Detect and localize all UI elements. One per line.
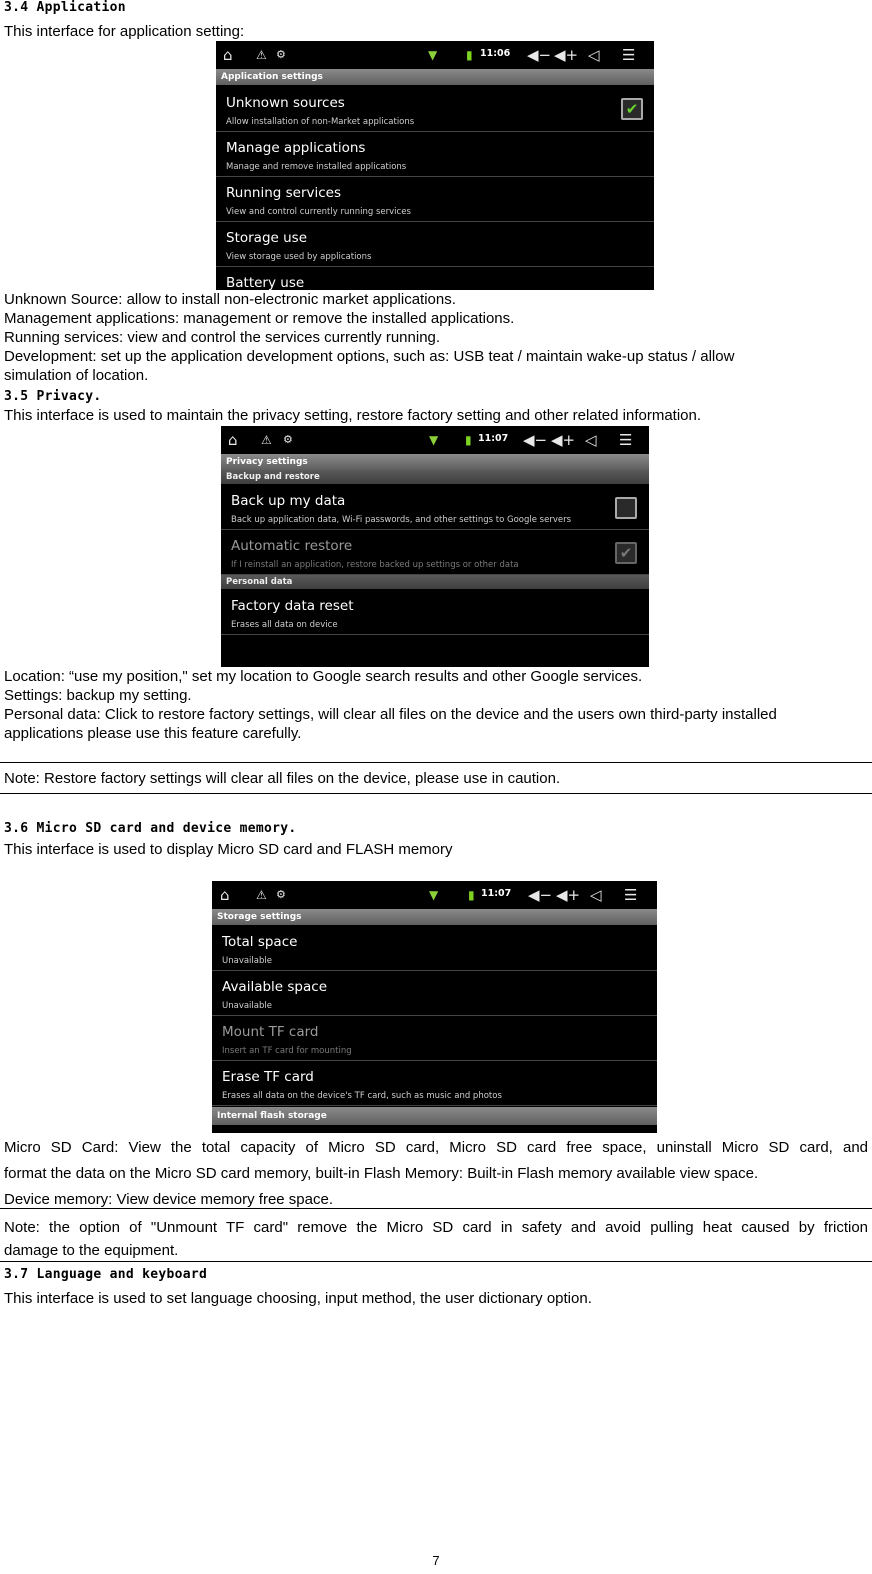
setting-row-manage-applications[interactable]: Manage applications Manage and remove installed applications [216,132,654,177]
status-bar [212,881,657,909]
home-icon: ⌂ [220,886,230,904]
status-time: 11:06 [480,48,511,59]
screen-title: Storage settings [212,909,657,925]
menu-icon: ☰ [622,46,636,64]
setting-row-running-services[interactable]: Running services View and control currently running services [216,177,654,222]
home-icon: ⌂ [223,46,233,64]
checkbox-checked-icon[interactable]: ✔ [621,98,643,120]
wifi-icon: ▼ [428,48,438,62]
android-debug-icon: ⚙ [276,48,286,61]
wifi-icon: ▼ [429,433,439,447]
storage-settings-screenshot [212,881,657,1133]
setting-row-automatic-restore[interactable]: Automatic restore If I reinstall an application, restore backed up settings or other data ✔ [221,530,649,575]
warning-icon: ⚠ [256,48,267,62]
section-heading-language: 3.7 Language and keyboard [4,1267,208,1282]
setting-row-erase-tf-card[interactable]: Erase TF card Erases all data on the device's TF card, such as music and photos [212,1061,657,1106]
note-unmount-tf-card: Note: the option of "Unmount TF card" remove the Micro SD card in safety and avoid pulling heat caused by friction damage to the equipment. [0,1208,872,1262]
setting-row-battery-use[interactable]: Battery use [226,275,305,290]
application-settings-screenshot [216,41,654,290]
battery-icon: ▮ [465,433,472,447]
volume-down-icon: ◀− [527,46,552,64]
setting-row-unknown-sources[interactable]: Unknown sources Allow installation of non-Market applications ✔ [216,87,654,132]
section-header-internal-flash: Internal flash storage [212,1107,657,1125]
setting-row-factory-data-reset[interactable]: Factory data reset Erases all data on device [221,590,649,635]
volume-down-icon: ◀− [528,886,553,904]
home-icon: ⌂ [228,431,238,449]
intro-sd-card: This interface is used to display Micro SD card and FLASH memory [4,841,453,858]
menu-icon: ☰ [624,886,638,904]
setting-row-back-up-my-data[interactable]: Back up my data Back up application data, Wi-Fi passwords, and other settings to Google servers [221,485,649,530]
page-number: 7 [432,1553,440,1568]
checkbox-empty-icon[interactable] [615,497,637,519]
setting-row-total-space[interactable]: Total space Unavailable [212,926,657,971]
intro-language: This interface is used to set language choosing, input method, the user dictionary option. [4,1290,592,1307]
privacy-description: Location: “use my position," set my location to Google search results and other Google services. Settings: backup my setting. Personal data: Click to restore factory settings, will clear all files on the device and the users own third-party installed applications please use this feature carefully. [4,668,777,742]
screen-title: Application settings [216,69,654,85]
status-time: 11:07 [481,888,512,899]
setting-row-storage-use[interactable]: Storage use View storage used by applications [216,222,654,267]
volume-up-icon: ◀+ [554,46,579,64]
volume-up-icon: ◀+ [551,431,576,449]
privacy-settings-screenshot [221,426,649,667]
section-heading-sd-card: 3.6 Micro SD card and device memory. [4,821,297,836]
note-factory-reset: Note: Restore factory settings will clear all files on the device, please use in caution. [0,762,872,794]
section-heading-privacy: 3.5 Privacy. [4,389,102,404]
application-description: Unknown Source: allow to install non-electronic market applications. Management applications: management or remove the installed applications. Running services: view and control the services currently running. Development: set up the application development options, such as: USB teat / maintain wake-up status / allow simulation of location. [4,291,735,384]
checkbox-checked-icon[interactable]: ✔ [615,542,637,564]
warning-icon: ⚠ [256,888,267,902]
volume-up-icon: ◀+ [556,886,581,904]
battery-icon: ▮ [468,888,475,902]
android-debug-icon: ⚙ [283,433,293,446]
status-bar [221,426,649,454]
section-header-personal: Personal data [221,575,649,589]
volume-down-icon: ◀− [523,431,548,449]
intro-privacy: This interface is used to maintain the privacy setting, restore factory setting and other related information. [4,407,702,424]
status-time: 11:07 [478,433,509,444]
setting-row-available-space[interactable]: Available space Unavailable [212,971,657,1016]
back-icon: ◁ [588,46,600,64]
battery-icon: ▮ [466,48,473,62]
android-debug-icon: ⚙ [276,888,286,901]
back-icon: ◁ [585,431,597,449]
intro-application: This interface for application setting: [4,23,245,40]
status-bar [216,41,654,69]
section-heading-application: 3.4 Application [4,0,126,15]
wifi-icon: ▼ [429,888,439,902]
section-header-backup: Backup and restore [221,470,649,484]
warning-icon: ⚠ [261,433,272,447]
screen-title: Privacy settings [221,454,649,470]
setting-row-mount-tf-card[interactable]: Mount TF card Insert an TF card for mounting [212,1016,657,1061]
menu-icon: ☰ [619,431,633,449]
back-icon: ◁ [590,886,602,904]
sd-card-description: Micro SD Card: View the total capacity of Micro SD card, Micro SD card free space, uninstall Micro SD card, and format the data on the Micro SD card memory, built-in Flash Memory: Built-in Flash memory available view space. Device memory: View device memory free space. [4,1139,868,1208]
